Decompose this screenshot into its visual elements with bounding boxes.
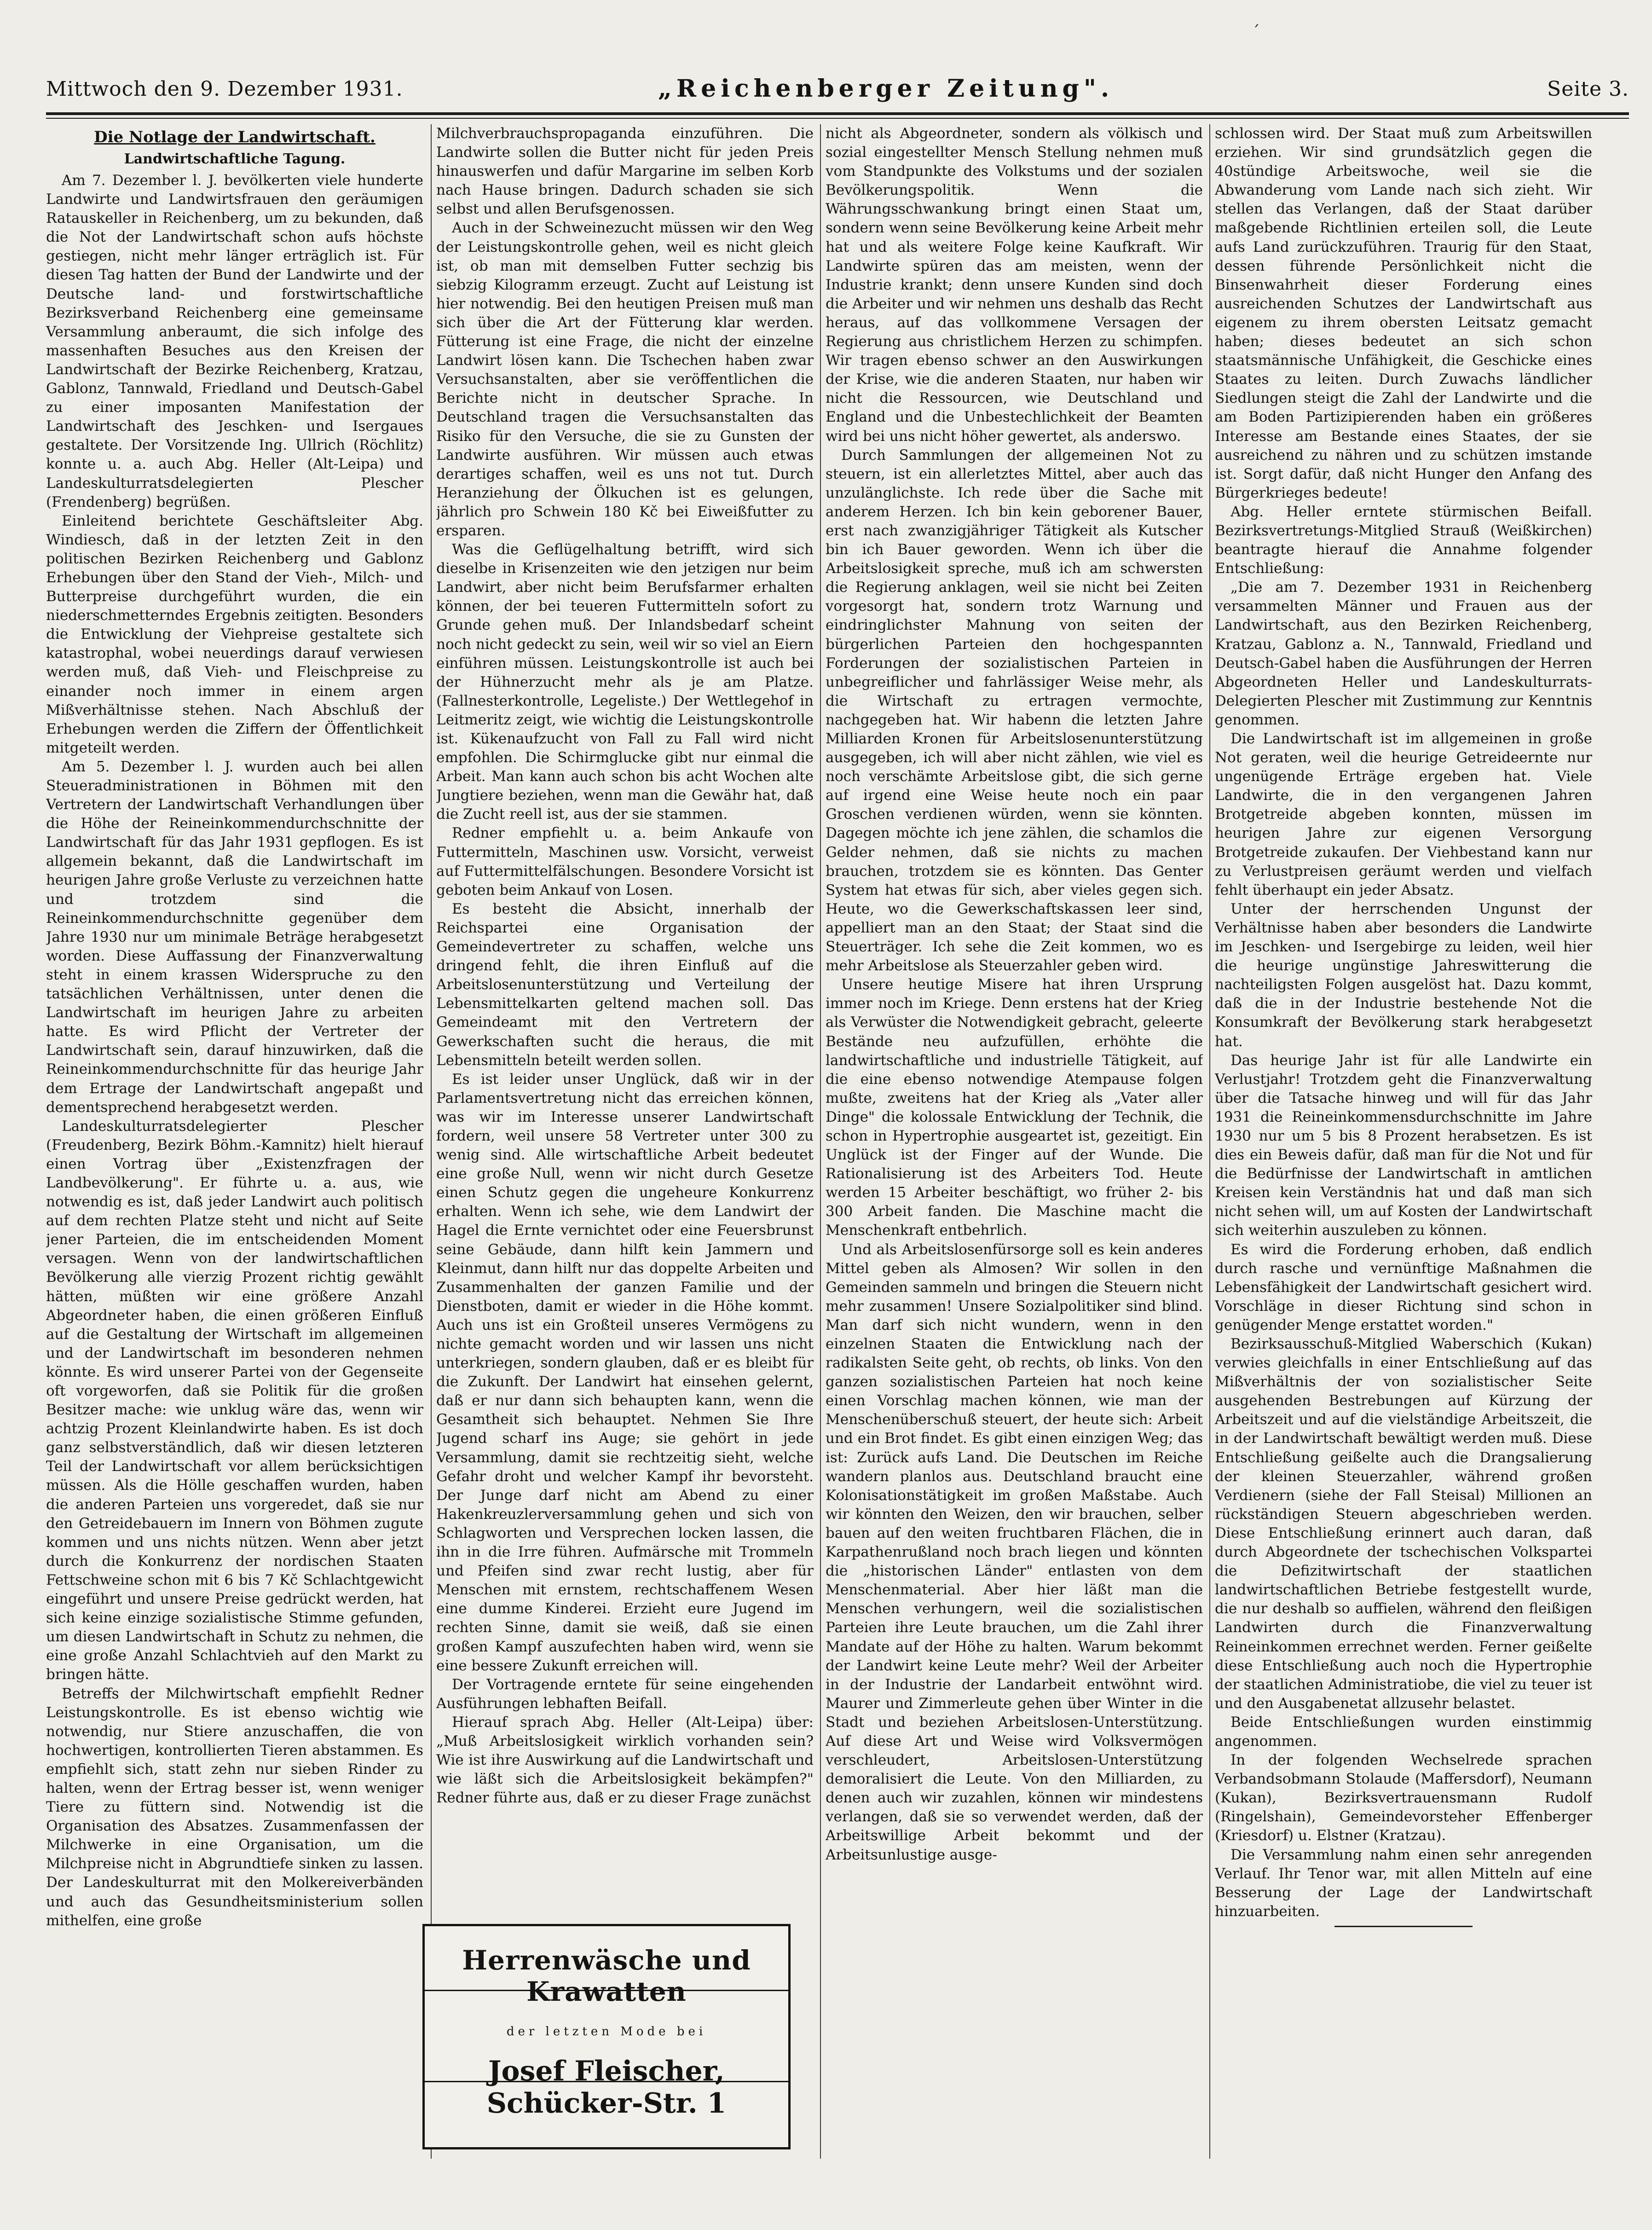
masthead-rule — [46, 112, 1629, 115]
page-number: Seite 3. — [1547, 77, 1629, 101]
ad-shop-address: Josef Fleischer, Schücker-Str. 1 — [486, 2055, 727, 2120]
column-divider — [1209, 124, 1210, 2159]
paragraph: Die Versammlung nahm einen sehr anregenden Verlauf. Ihr Tenor war, mit allen Mitteln auf eine Besserung der Lage der Landwirtschaft hinzuarbeiten. — [1215, 1846, 1592, 1920]
article-subheadline: Landwirtschaftliche Tagung. — [124, 151, 346, 167]
ad-headline: Herrenwäsche und Krawatten — [462, 1945, 751, 2007]
paragraph: In der folgenden Wechselrede sprachen Verbandsobmann Stolaude (Maffersdorf), Neumann (Kukan), Bezirksvertrauensmann Rudolf (Ringelshain), Gemeindevorsteher Effenberger (Kriesdorf) u. Elstner (Kratzau). — [1215, 1752, 1592, 1844]
paragraph: Das heurige Jahr ist für alle Landwirte ein Verlustjahr! Trotzdem geht die Finanzverwaltung über die Tatsache hinweg und will für das Jahr 1931 die Reineinkommensdurchschnitte im Jahre 1930 nur um 5 bis 8 Prozent herabsetzen. Es ist dies ein Beweis dafür, daß man für die Not und für die Bedürfnisse der Landwirtschaft in amtlichen Kreisen kein Verständnis hat und daß man sich nicht sehen will, um auf Kosten der Landwirtschaft sich weiterhin auszuleben zu können. — [1215, 1052, 1592, 1239]
ad-tagline: der letzten Mode bei — [506, 2025, 707, 2039]
ad-rule — [425, 2081, 788, 2082]
masthead-rule-thin — [46, 118, 1629, 119]
paragraph: Einleitend berichtete Geschäftsleiter Abg. Windiesch, daß in der letzten Zeit in den politischen Bezirken Reichenberg und Gablonz Erhebungen über den Stand der Vieh-, Milch- und Butterpreise durchgeführt wurden, die ein niederschmetterndes Ergebnis zeitigten. Besonders die Entwicklung der Viehpreise gestaltete sich katastrophal, wobei neuerdings darauf verwiesen werden muß, daß Vieh- und Fleischpreise zu einander noch immer in einem argen Mißverhältnisse stehen. Nach Abschluß der Erhebungen werden die Ziffern der Öffentlichkeit mitgeteilt werden. — [46, 512, 423, 756]
paragraph: Was die Geflügelhaltung betrifft, wird sich dieselbe in Krisenzeiten wie den jetzigen nur beim Landwirt, aber nicht beim Berufsfarmer erhalten können, der bei teueren Futtermitteln sofort zu Grunde gehen muß. Der Inlandsbedarf scheint noch nicht gedeckt zu sein, weil wir so viel an Eiern einführen müssen. Leistungskontrolle ist auch bei der Hühnerzucht mehr als je am Platze. (Fallnesterkontrolle, Legeliste.) Der Wettlegehof in Leitmeritz zeigt, wie wichtig die Leistungskontrolle ist. Kükenaufzucht von Fall zu Fall wird nicht empfohlen. Die Schirmglucke gibt nur einmal die Arbeit. Man kann auch schon bis acht Wochen alte Jungtiere beziehen, wenn man die Gewähr hat, daß die Zucht reell ist, aus der sie stammen. — [436, 541, 814, 823]
ad-rule — [425, 1990, 788, 1991]
paragraph: Redner empfiehlt u. a. beim Ankaufe von Futtermitteln, Maschinen usw. Vorsicht, verweist auf Futtermittelfälschungen. Besondere Vorsicht ist geboten beim Ankauf von Losen. — [436, 825, 814, 898]
paragraph: Betreffs der Milchwirtschaft empfiehlt Redner Leistungskontrolle. Es ist ebenso wichtig wie notwendig, nur Stiere anzuschaffen, die von hochwertigen, kontrollierten Tieren abstammen. Es empfiehlt sich, statt zehn nur sieben Rinder zu halten, wenn der Ertrag besser ist, wenn weniger Tiere zu füttern sind. Notwendig ist die Organisation des Absatzes. Zusammenfassen der Milchwerke in eine Organisation, um die Milchpreise nicht in Abgrundtiefe sinken zu lassen. Der Landeskulturrat mit den Molkereiverbänden und auch das Gesundheitsministerium sollen mithelfen, eine große — [46, 1685, 423, 1929]
paragraph: Auch in der Schweinezucht müssen wir den Weg der Leistungskontrolle gehen, weil es nicht gleich ist, ob man mit demselben Futter sechzig bis siebzig Kilogramm erzeugt. Zucht auf Leistung ist hier notwendig. Bei den heutigen Preisen muß man sich über die Art der Fütterung klar werden. Fütterung ist eine Frage, die nicht der einzelne Landwirt lösen kann. Die Tschechen haben zwar Versuchsanstalten, aber sie veröffentlichen die Berichte nicht in deutscher Sprache. In Deutschland tragen die Versuchsanstalten das Risiko für den Versuche, die sie zu Gunsten der Landwirte ausführen. Wir müssen auch etwas derartiges schaffen, weil es uns not tut. Durch Heranziehung der Ölkuchen ist es gelungen, jährlich pro Schwein 180 Kč bei Eiweißfutter zu ersparen. — [436, 220, 814, 539]
paragraph: Es wird die Forderung erhoben, daß endlich durch rasche und vernünftige Maßnahmen die Lebensfähigkeit der Landwirtschaft gesichert wird. Vorschläge in dieser Richtung sind schon in genügender Menge erstattet worden." — [1215, 1241, 1592, 1333]
paragraph: Landeskulturratsdelegierter Plescher (Freudenberg, Bezirk Böhm.-Kamnitz) hielt hierauf einen Vortrag über „Existenzfragen der Landbevölkerung". Er führte u. a. aus, wie notwendig es ist, daß jeder Landwirt auch politisch auf dem rechten Platze steht und nicht auf Seite jener Parteien, die im entscheidenden Moment versagen. Wenn von der landwirtschaftlichen Bevölkerung alle vierzig Prozent richtig gewählt hätten, müßten wir eine größere Anzahl Abgeordneter haben, die einen größeren Einfluß auf die Gestaltung der Wirtschaft im allgemeinen und der Landwirtschaft im besonderen nehmen könnte. Es wird unserer Partei von der Gegenseite oft vorgeworfen, daß sie Politik für die großen Besitzer mache: wie unklug wäre das, wenn wir achtzig Prozent Kleinlandwirte haben. Es ist doch ganz selbstverständlich, daß wir diesen letzteren Teil der Landwirtschaft vor allem berücksichtigen müssen. Als die Hölle geschaffen wurden, haben die anderen Parteien uns vorgeredet, daß sie nur den Getreidebauern im Innern von Böhmen zugute kommen und uns nichts nützen. Wenn aber jetzt durch die Konkurrenz der nordischen Staaten Fettschweine schon mit 6 bis 7 Kč Schlachtgewicht eingeführt und unsere Preise gedrückt werden, hat sich keine einzige sozialistische Stimme gefunden, um diesen Landwirtschaft in Schutz zu nehmen, die eine große Anzahl Schlachtvieh auf den Markt zu bringen hätte. — [46, 1118, 423, 1683]
paragraph: nicht als Abgeordneter, sondern als völkisch und sozial eingestellter Mensch Stellung nehmen muß vom Standpunkte des Volkstums und der sozialen Bevölkerungspolitik. Wenn die Währungsschwankung bringt einen Staat um, sondern wenn seine Bevölkerung keine Arbeit mehr hat und als weitere Folge keine Kaufkraft. Wir Landwirte spüren das am meisten, wenn der Industrie krankt; denn unsere Kunden sind doch die Arbeiter und wir nehmen uns deshalb das Recht heraus, auf das vollkommene Versagen der Regierung aus christlichem Herzen zu schimpfen. Wir tragen ebenso schwer an den Auswirkungen der Krise, wie die anderen Staaten, nur haben wir nicht die Ressourcen, wie Deutschland und England und die Unbestechlichkeit der Beamten wird bei uns nicht höher gewertet, als anderswo. — [826, 125, 1203, 445]
masthead — [46, 69, 1629, 110]
column-divider — [820, 124, 821, 2159]
paragraph: Bezirksausschuß-Mitglied Waberschich (Kukan) verwies gleichfalls in einer Entschließung auf das Mißverhältnis der von sozialistischer Seite ausgehenden Bestrebungen auf Kürzung der Arbeitszeit und auf die vielständige Arbeitszeit, die in der Landwirtschaft bewältigt werden muß. Diese Entschließung geißelte auch die Drangsalierung der kleinen Steuerzahler, während großen Verdienern (siehe der Fall Steisal) Millionen an rückständigen Steuern abgeschrieben werden. Diese Entschließung erinnert auch daran, daß durch Abgeordnete der tschechischen Volkspartei die Defizitwirtschaft der staatlichen landwirtschaftlichen Betriebe festgestellt wurde, die nur deshalb so auffielen, während den fleißigen Landwirten durch die Finanzverwaltung Reineinkommen errechnet werden. Ferner geißelte diese Entschließung auch noch die Hypertrophie der staatlichen Administratiobe, die viel zu teuer ist und den Ausgabenetat allzusehr belastet. — [1215, 1336, 1592, 1712]
paragraph: Am 7. Dezember l. J. bevölkerten viele hunderte Landwirte und Landwirtsfrauen den geräumigen Ratauskeller in Reichenberg, um zu bekunden, daß die Not der Landwirtschaft schon aufs höchste gestiegen, nicht mehr länger erträglich ist. Für diesen Tag hatten der Bund der Landwirte und der Deutsche land- und forstwirtschaftliche Bezirksverband Reichenberg eine gemeinsame Versammlung anberaumt, die sich infolge des massenhaften Besuches aus den Kreisen der Landwirtschaft der Bezirke Reichenberg, Kratzau, Gablonz, Tannwald, Friedland und Deutsch-Gabel zu einer imposanten Manifestation der Landwirtschaft des Jeschken- und Isergaues gestaltete. Der Vorsitzende Ing. Ullrich (Röchlitz) konnte u. a. auch Abg. Heller (Alt-Leipa) und Landeskulturratsdelegierten Plescher (Frendenberg) begrüßen. — [46, 172, 423, 510]
paragraph: Unter der herrschenden Ungunst der Verhältnisse haben aber besonders die Landwirte im Jeschken- und Isergebirge zu leiden, weil hier die heurige ungünstige Jahreswitterung die nachteiligsten Folgen ausgelöst hat. Dazu kommt, daß die in der Industrie bestehende Not die Konsumkraft der Bevölkerung stark herabgesetzt hat. — [1215, 900, 1592, 1050]
paragraph: Am 5. Dezember l. J. wurden auch bei allen Steueradministrationen in Böhmen mit den Vertretern der Landwirtschaft Verhandlungen über die Höhe der Reineinkommendurchschnitte der Landwirtschaft für das Jahr 1931 gepflogen. Es ist allgemein bekannt, daß die Landwirtschaft im heurigen Jahre große Verluste zu verzeichnen hatte und trotzdem sind die Reineinkommendurchschnitte gegenüber dem Jahre 1930 nur um minimale Beträge herabgesetzt worden. Diese Auffassung der Finanzverwaltung steht in einem krassen Widerspruche zu den tatsächlichen Verhältnissen, unter denen die Landwirtschaft im heurigen Jahre zu arbeiten hatte. Es wird Pflicht der Vertreter der Landwirtschaft sein, darauf hinzuwirken, daß die Reineinkommendurchschnitte für das heurige Jahr dem Ertrage der Landwirtschaft angepaßt und dementsprechend herabgesetzt werden. — [46, 758, 423, 1116]
column-1 — [46, 124, 423, 2159]
paragraph: Milchverbrauchspropaganda einzuführen. Die Landwirte sollen die Butter nicht für jeden Preis hinauswerfen und dafür Margarine im selben Korb nach Hause bringen. Dadurch schaden sie sich selbst und allen Berufsgenossen. — [436, 125, 814, 218]
paragraph: Die Landwirtschaft ist im allgemeinen in große Not geraten, weil die heurige Getreideernte nur ungenügende Erträge ergeben hat. Viele Landwirte, die in den vergangenen Jahren Brotgetreide abgeben konnten, müssen im heurigen Jahre zur eigenen Versorgung Brotgetreide zukaufen. Der Viehbestand kann nur zu Verlustpreisen geräumt werden und vielfach fehlt überhaupt ein jeder Absatz. — [1215, 730, 1592, 898]
paragraph: Beide Entschließungen wurden einstimmig angenommen. — [1215, 1714, 1592, 1749]
column-3 — [826, 124, 1203, 2159]
paragraph: schlossen wird. Der Staat muß zum Arbeitswillen erziehen. Wir sind grundsätzlich gegen die 40stündige Arbeitswoche, weil sie die Abwanderung vom Lande nach sich zieht. Wir stellen das Verlangen, daß der Staat darüber maßgebende Richtlinien erteilen soll, die Leute aufs Land zurückzuführen. Traurig für den Staat, dessen führende Persönlichkeit nicht die Binsenwahrheit dieser Forderung eines ausreichenden Schutzes der Landwirtschaft aus eigenem zu ihrem obersten Leitsatz gemacht haben; dieses bedeutet an sich schon staatsmännische Unfähigkeit, die Geschicke eines Staates zu leiten. Durch Zuwachs ländlicher Siedlungen steigt die Zahl der Landwirte und die am Boden Partizipierenden haben ein größeres Interesse am Bestande eines Staates, der sie ausreichend zu nähren und zu schützen imstande ist. Sorgt dafür, daß nicht Hunger den Anfang des Bürgerkrieges bedeute! — [1215, 125, 1592, 501]
column-4 — [1215, 124, 1592, 2159]
paragraph: „Die am 7. Dezember 1931 in Reichenberg versammelten Männer und Frauen aus der Landwirtschaft, aus den Bezirken Reichenberg, Kratzau, Gablonz a. N., Tannwald, Friedland und Deutsch-Gabel haben die Ausführungen der Herren Abgeordneten Heller und Landeskulturrats-Delegierten Plescher mit Zustimmung zur Kenntnis genommen. — [1215, 579, 1592, 728]
advertisement-box — [422, 1924, 791, 2149]
article-end-rule — [1334, 1926, 1473, 1927]
newspaper-title: „Reichenberger Zeitung". — [658, 75, 1114, 103]
paragraph: Und als Arbeitslosenfürsorge soll es kein anderes Mittel geben als Almosen? Wir sollen in den Gemeinden sammeln und bringen die Steuern nicht mehr zusammen! Unsere Sozialpolitiker sind blind. Man darf sich nicht wundern, wenn in den einzelnen Staaten die Entwicklung nach der radikalsten Seite geht, ob rechts, ob links. Von den ganzen sozialistischen Parteien hat noch keine einen Vorschlag machen können, wie man der Menschenüberschuß steuert, der heute sich: Arbeit und ein Brot findet. Es gibt einen einzigen Weg; das ist: Zurück aufs Land. Die Deutschen im Reiche wandern planlos aus. Deutschland braucht eine Kolonisationstätigkeit im großen Maßstabe. Auch wir könnten den Weizen, den wir brauchen, selber bauen auf den weiten fruchtbaren Flächen, die in Karpathenrußland noch brach liegen und könnten die „historischen Länder" entlasten von dem Menschenmaterial. Aber hier läßt man die Menschen verhungern, weil die sozialistischen Parteien ihre Leute brauchen, um die Zahl ihrer Mandate auf der Höhe zu halten. Warum bekommt der Landwirt keine Leute mehr? Weil der Arbeiter in der Industrie der Landarbeit entwöhnt wird. Maurer und Zimmerleute gehen über Winter in die Stadt und beziehen Arbeitslosen-Unterstützung. Auf diese Art und Weise wird Volksvermögen verschleudert, Arbeitslosen-Unterstützung demoralisiert die Leute. Von den Milliarden, zu denen auch wir zuzahlen, können wir mindestens verlangen, daß sie so verwendet werden, daß der Arbeitswillige Arbeit bekommt und der Arbeitsunlustige ausge- — [826, 1241, 1203, 1863]
paragraph: Hierauf sprach Abg. Heller (Alt-Leipa) über: „Muß Arbeitslosigkeit wirklich vorhanden sein? Wie ist ihre Auswirkung auf die Landwirtschaft und wie läßt sich die Arbeitslosigkeit bekämpfen?" Redner führte aus, daß er zu dieser Frage zunächst — [436, 1714, 814, 1807]
column-divider — [431, 124, 432, 2159]
paragraph: Durch Sammlungen der allgemeinen Not zu steuern, ist ein allerletztes Mittel, aber auch das unzulänglichste. Ich rede über die Sache mit anderem Herzen. Ich bin kein geborener Bauer, erst nach zwanzigjähriger Tätigkeit als Kutscher bin ich Bauer geworden. Wenn ich über die Arbeitslosigkeit spreche, muß ich am schwersten die Regierung anklagen, weil sie nicht bei Zeiten vorgesorgt hat, sondern trotz Warnung und eindringlichster Mahnung von seiten der bürgerlichen Parteien den hochgespannten Forderungen der sozialistischen Parteien in unbegreiflicher und fahrlässiger Weise mehr, als die Wirtschaft zu ertragen vermochte, nachgegeben hat. Wir habenn die letzten Jahre Milliarden Kronen für Arbeitslosenunterstützung ausgegeben, ich will aber nicht zählen, wie viel es noch verschämte Arbeitslose gibt, die sich gerne auf irgend eine Weise heute noch ein paar Groschen verdienen würden, wenn sie könnten. Dagegen möchte ich jene zählen, die schamlos die Gelder nehmen, daß sie nichts zu machen brauchen, trotzdem sie es könnten. Das Genter System hat etwas für sich, aber vieles gegen sich. Heute, wo die Gewerkschaftskassen leer sind, appelliert man an den Staat; der Staat sind die Steuerträger. Ich sehe die Zeit kommen, wo es mehr Arbeitslose als Steuerzahler geben wird. — [826, 446, 1203, 974]
paragraph: Es ist leider unser Unglück, daß wir in der Parlamentsvertretung nicht das erreichen können, was wir im Interesse unserer Landwirtschaft fordern, weil unsere 58 Vertreter unter 300 zu wenig sind. Alle wirtschaftliche Arbeit bedeutet eine große Null, wenn wir nicht durch Gesetze einen Schutz gegen die ungeheure Konkurrenz erhalten. Wenn ich sehe, wie dem Landwirt der Hagel die Ernte vernichtet oder eine Feuersbrunst seine Gebäude, dann hilft kein Jammern und Kleinmut, dann hilft nur das doppelte Arbeiten und Zusammenhalten der ganzen Familie und der Dienstboten, damit er wieder in die Höhe kommt. Auch uns ist ein Großteil unseres Vermögens zu nichte gemacht worden und wir lassen uns nicht unterkriegen, sondern glauben, daß er es bleibt für die Zukunft. Der Landwirt hat einsehen gelernt, daß er nur dann sich behaupten kann, wenn die Gesamtheit sich behauptet. Nehmen Sie Ihre Jugend scharf ins Auge; sie gehört in jede Versammlung, damit sie rechtzeitig sieht, welche Gefahr droht und welcher Kampf ihr bevorsteht. Der Junge darf nicht am Abend zu einer Hakenkreuzlerversammlung gehen und sich von Schlagworten und Versprechen locken lassen, die ihn in die Irre führen. Aufmärsche mit Trommeln und Pfeifen sind zwar recht lustig, aber für Menschen mit ernstem, rechtschaffenem Wesen eine dumme Kinderei. Erzieht eure Jugend im rechten Sinne, damit sie weiß, daß sie einen großen Kampf auszufechten haben wird, wenn sie eine bessere Zukunft erreichen will. — [436, 1071, 814, 1674]
paragraph: Abg. Heller erntete stürmischen Beifall. Bezirksvertretungs-Mitglied Strauß (Weißkirchen) beantragte hierauf die Annahme folgender Entschließung: — [1215, 503, 1592, 577]
corner-mark: ˊ — [1252, 23, 1260, 42]
paragraph: Der Vortragende erntete für seine eingehenden Ausführungen lebhaften Beifall. — [436, 1676, 814, 1712]
issue-date: Mittwoch den 9. Dezember 1931. — [46, 77, 403, 101]
paragraph: Unsere heutige Misere hat ihren Ursprung immer noch im Kriege. Denn erstens hat der Krieg als Verwüster die Notwendigkeit gebracht, geleerte Bestände neu aufzufüllen, erhöhte die landwirtschaftliche und industrielle Tätigkeit, auf die eine ebenso notwendige Atempause folgen mußte, zweitens hat der Krieg als „Vater aller Dinge" die kolossale Entwicklung der Technik, die schon in Hypertrophie ausgeartet ist, gezeitigt. Ein Unglück ist der Finger auf der Wunde. Die Rationalisierung ist des Arbeiters Tod. Heute werden 15 Arbeiter beschäftigt, wo früher 2- bis 300 Arbeit fanden. Die Maschine macht die Menschenkraft entbehrlich. — [826, 976, 1203, 1239]
paragraph: Es besteht die Absicht, innerhalb der Reichspartei eine Organisation der Gemeindevertreter zu schaffen, welche uns dringend fehlt, die ihren Einfluß auf die Arbeitslosenunterstützung und Verteilung der Lebensmittelkarten geltend machen soll. Das Gemeindeamt mit den Vertretern der Gewerkschaften sucht die heraus, die mit Lebensmitteln beteilt werden sollen. — [436, 900, 814, 1069]
article-headline: Die Notlage der Landwirtschaft. — [94, 128, 375, 146]
column-2 — [436, 124, 814, 1910]
